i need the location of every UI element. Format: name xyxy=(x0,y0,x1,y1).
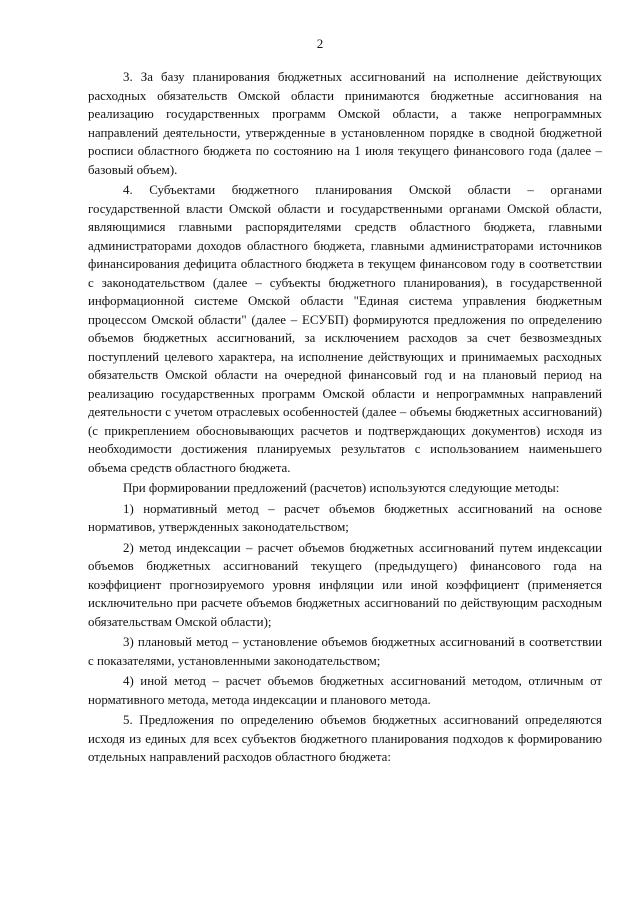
paragraph-method-planned: 3) плановый метод – установление объемов бюджетных ассигнований в соответствии с показателями, установленными законодательством; xyxy=(88,635,602,668)
paragraph-item-4-budget-planning-subjects: 4. Субъектами бюджетного планирования Омской области – органами государственной власти Омской области и государственными органами Омской области, являющимися главными распорядителями средств областного бюджета, главными администраторами доходов областного бюджета, главными администраторами источников финансирования дефицита областного бюджета в текущем финансовом году в соответствии с законодательством (далее – субъекты бюджетного планирования), в государственной информационной системе Омской области "Единая система управления бюджетным процессом Омской области" (далее – ЕСУБП) формируются предложения по определению объемов бюджетных ассигнований, за исключением расходов за счет безвозмездных поступлений целевого характера, на исполнение действующих и принимаемых расходных обязательств Омской области на очередной финансовый год и на плановый период на реализацию государственных программ Омской области и непрограммных направлений деятельности с учетом отраслевых особенностей (далее – объемы бюджетных ассигнований) (с прикреплением обосновывающих расчетов и подтверждающих документов) исходя из необходимости достижения планируемых результатов с использованием наименьшего объема средств областного бюджета. xyxy=(88,183,602,475)
paragraph-item-5-proposals: 5. Предложения по определению объемов бюджетных ассигнований определяются исходя из единых для всех субъектов бюджетного планирования подходов к формированию отдельных направлений расходов областного бюджета: xyxy=(88,713,602,764)
document-body xyxy=(88,68,602,767)
page-number: 2 xyxy=(316,36,324,51)
paragraph-method-other: 4) иной метод – расчет объемов бюджетных ассигнований методом, отличным от нормативного метода, метода индексации и планового метода. xyxy=(88,674,602,707)
paragraph-method-indexation: 2) метод индексации – расчет объемов бюджетных ассигнований путем индексации объемов бюджетных ассигнований текущего (предыдущего) финансового года на коэффициент прогнозируемого уровня инфляции или иной коэффициент (применяется исключительно при расчете объемов бюджетных ассигнований по действующим расходным обязательствам Омской области); xyxy=(88,540,602,629)
paragraph-methods-intro: При формировании предложений (расчетов) используются следующие методы: xyxy=(123,481,560,495)
paragraph-item-3-budget-base: 3. За базу планирования бюджетных ассигнований на исполнение действующих расходных обязательств Омской области принимаются бюджетные ассигнования на реализацию государственных программ Омской области, а также непрограммных направлений деятельности, утвержденные в установленном порядке в сводной бюджетной росписи областного бюджета по состоянию на 1 июля текущего финансового года (далее – базовый объем). xyxy=(88,70,602,177)
paragraph-method-normative: 1) нормативный метод – расчет объемов бюджетных ассигнований на основе нормативов, утвержденных законодательством; xyxy=(88,501,602,534)
